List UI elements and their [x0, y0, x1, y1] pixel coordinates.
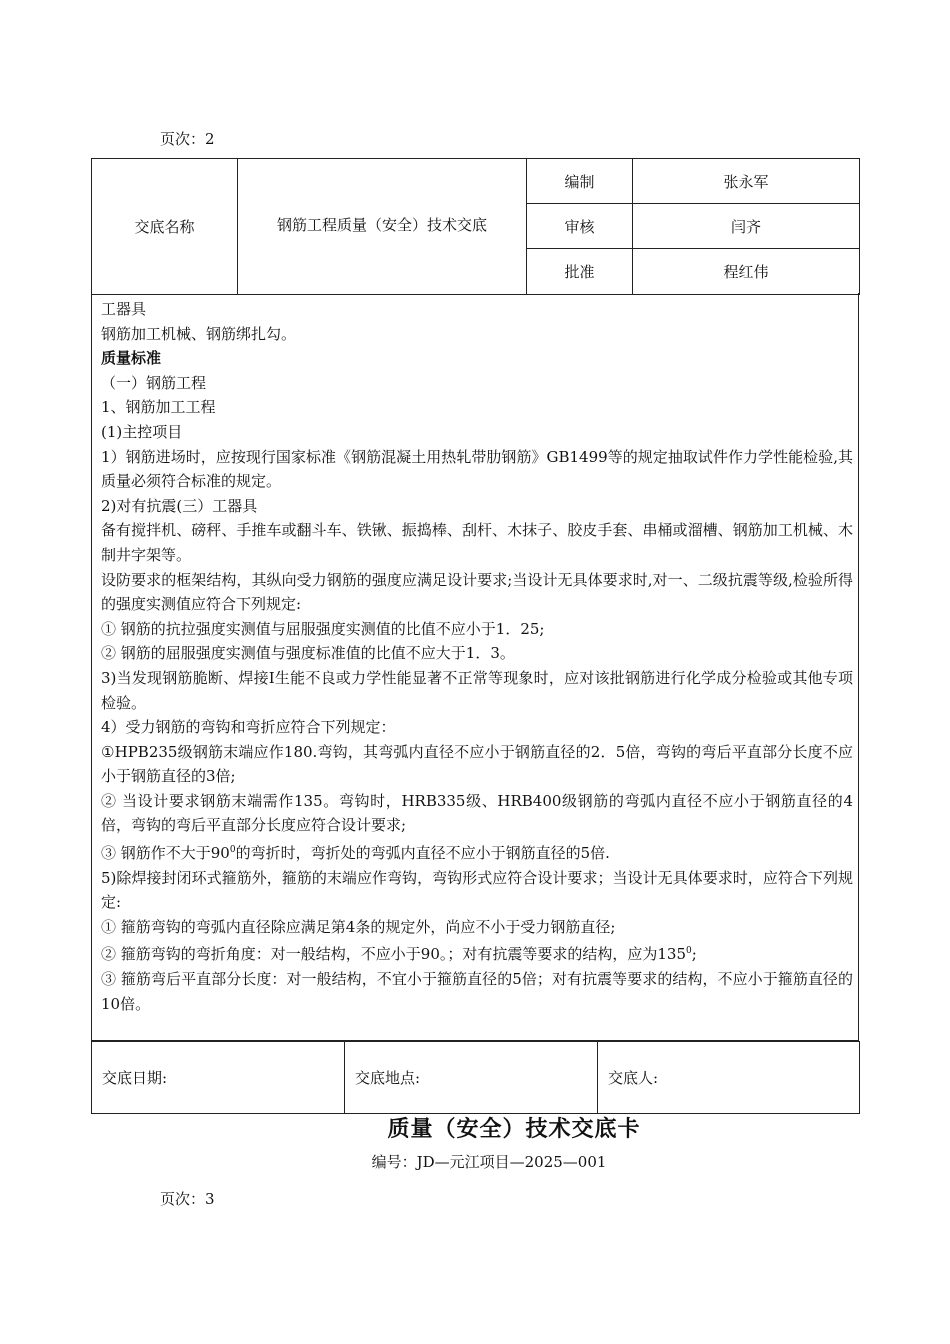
handover-name-label: 交底名称: [92, 159, 238, 295]
handover-name-value: 钢筋工程质量（安全）技术交底: [238, 159, 527, 295]
rebar-works-heading: （一）钢筋工程: [101, 373, 207, 392]
paragraph-hpb235-hook: ①HPB235级钢筋末端应作180.弯钩，其弯弧内直径不应小于钢筋直径的2．5倍，弯钩的弯后平直部分长度不应小于钢筋直径的3倍;: [101, 742, 853, 786]
content-text: [101, 297, 853, 1016]
paragraph-90-bend: ③ 钢筋作不大于$90^0$的弯折时，弯折处的弯弧内直径不应小于钢筋直径的5倍.: [101, 844, 610, 863]
prepared-by-label: 编制: [527, 159, 633, 204]
page-number-bottom: 页次：3: [160, 1190, 215, 1208]
quality-standard-heading: 质量标准: [101, 349, 162, 368]
paragraph-seismic-tools: 2)对有抗震(三）工器具: [101, 496, 258, 515]
approved-by-name: 程红伟: [633, 249, 860, 295]
paragraph-yield-ratio: ② 钢筋的屈服强度实测值与强度标准值的比值不应大于1．3。: [101, 644, 515, 663]
handover-person-label: 交底人:: [598, 1042, 860, 1114]
handover-place-label: 交底地点:: [345, 1042, 598, 1114]
prepared-by-name: 张永军: [633, 159, 860, 204]
main-control-items-heading: (1)主控项目: [101, 422, 183, 441]
paragraph-stirrup-diameter: ① 箍筋弯钩的弯弧内直径除应满足第4条的规定外，尚应不小于受力钢筋直径;: [101, 917, 616, 936]
content-box: [91, 293, 859, 1041]
section-tools-heading: 工器具: [101, 300, 147, 318]
paragraph-stirrup-length: ③ 箍筋弯后平直部分长度：对一般结构，不宜小于箍筋直径的5倍；对有抗震等要求的结构，不应小于箍筋直径的10倍。: [101, 970, 853, 1013]
page-number-top: 页次：2: [160, 130, 215, 148]
footer-table: [91, 1041, 860, 1114]
paragraph-stirrup-hooks: 5)除焊接封闭环式箍筋外，箍筋的末端应作弯钩，弯钩形式应符合设计要求；当设计无具体要求时，应符合下列规定:: [101, 868, 853, 912]
paragraph-135-hook: ② 当设计要求钢筋末端需作135。弯钩时，HRB335级、HRB400级钢筋的弯弧内直径不应小于钢筋直径的4倍，弯钩的弯后平直部分长度应符合设计要求;: [101, 791, 853, 835]
paragraph-brittle-fracture: 3)当发现钢筋脆断、焊接I生能不良或力学性能显著不正常等现象时，应对该批钢筋进行化学成分检验或其他专项检验。: [101, 668, 853, 712]
rebar-processing-heading: 1、钢筋加工工程: [101, 398, 216, 417]
paragraph-tensile-ratio: ① 钢筋的抗拉强度实测值与屈服强度实测值的比值不应小于1．25;: [101, 619, 545, 638]
paragraph-stirrup-angle: ② 箍筋弯钩的弯折角度：对一般结构，不应小于90。；对有抗震等要求的结构，应为$135^0$;: [101, 945, 697, 964]
document-number: 编号：JD—元江项目—2025—001: [371, 1153, 607, 1171]
document-title: 质量（安全）技术交底卡: [387, 1116, 641, 1142]
tools-list: 钢筋加工机械、钢筋绑扎勾。: [101, 324, 297, 343]
paragraph-entry-inspection: 1）钢筋进场时，应按现行国家标准《钢筋混凝土用热轧带肋钢筋》GB1499等的规定抽取试件作力学性能检验,其质量必须符合标准的规定。: [101, 447, 853, 491]
header-table: [91, 158, 860, 295]
paragraph-hook-rules: 4）受力钢筋的弯钩和弯折应符合下列规定：: [101, 718, 396, 737]
approved-by-label: 批准: [527, 249, 633, 295]
reviewed-by-label: 审核: [527, 204, 633, 249]
paragraph-seismic-frame: 设防要求的框架结构，其纵向受力钢筋的强度应满足设计要求;当设计无具体要求时,对一、二级抗震等级,检验所得的强度实测值应符合下列规定:: [101, 570, 853, 614]
handover-date-label: 交底日期:: [92, 1042, 345, 1114]
paragraph-equipment-list: 备有搅拌机、磅秤、手推车或翻斗车、铁锹、振捣棒、刮杆、木抹子、胶皮手套、串桶或溜槽、钢筋加工机械、木制井字架等。: [101, 521, 853, 564]
reviewed-by-name: 闫齐: [633, 204, 860, 249]
